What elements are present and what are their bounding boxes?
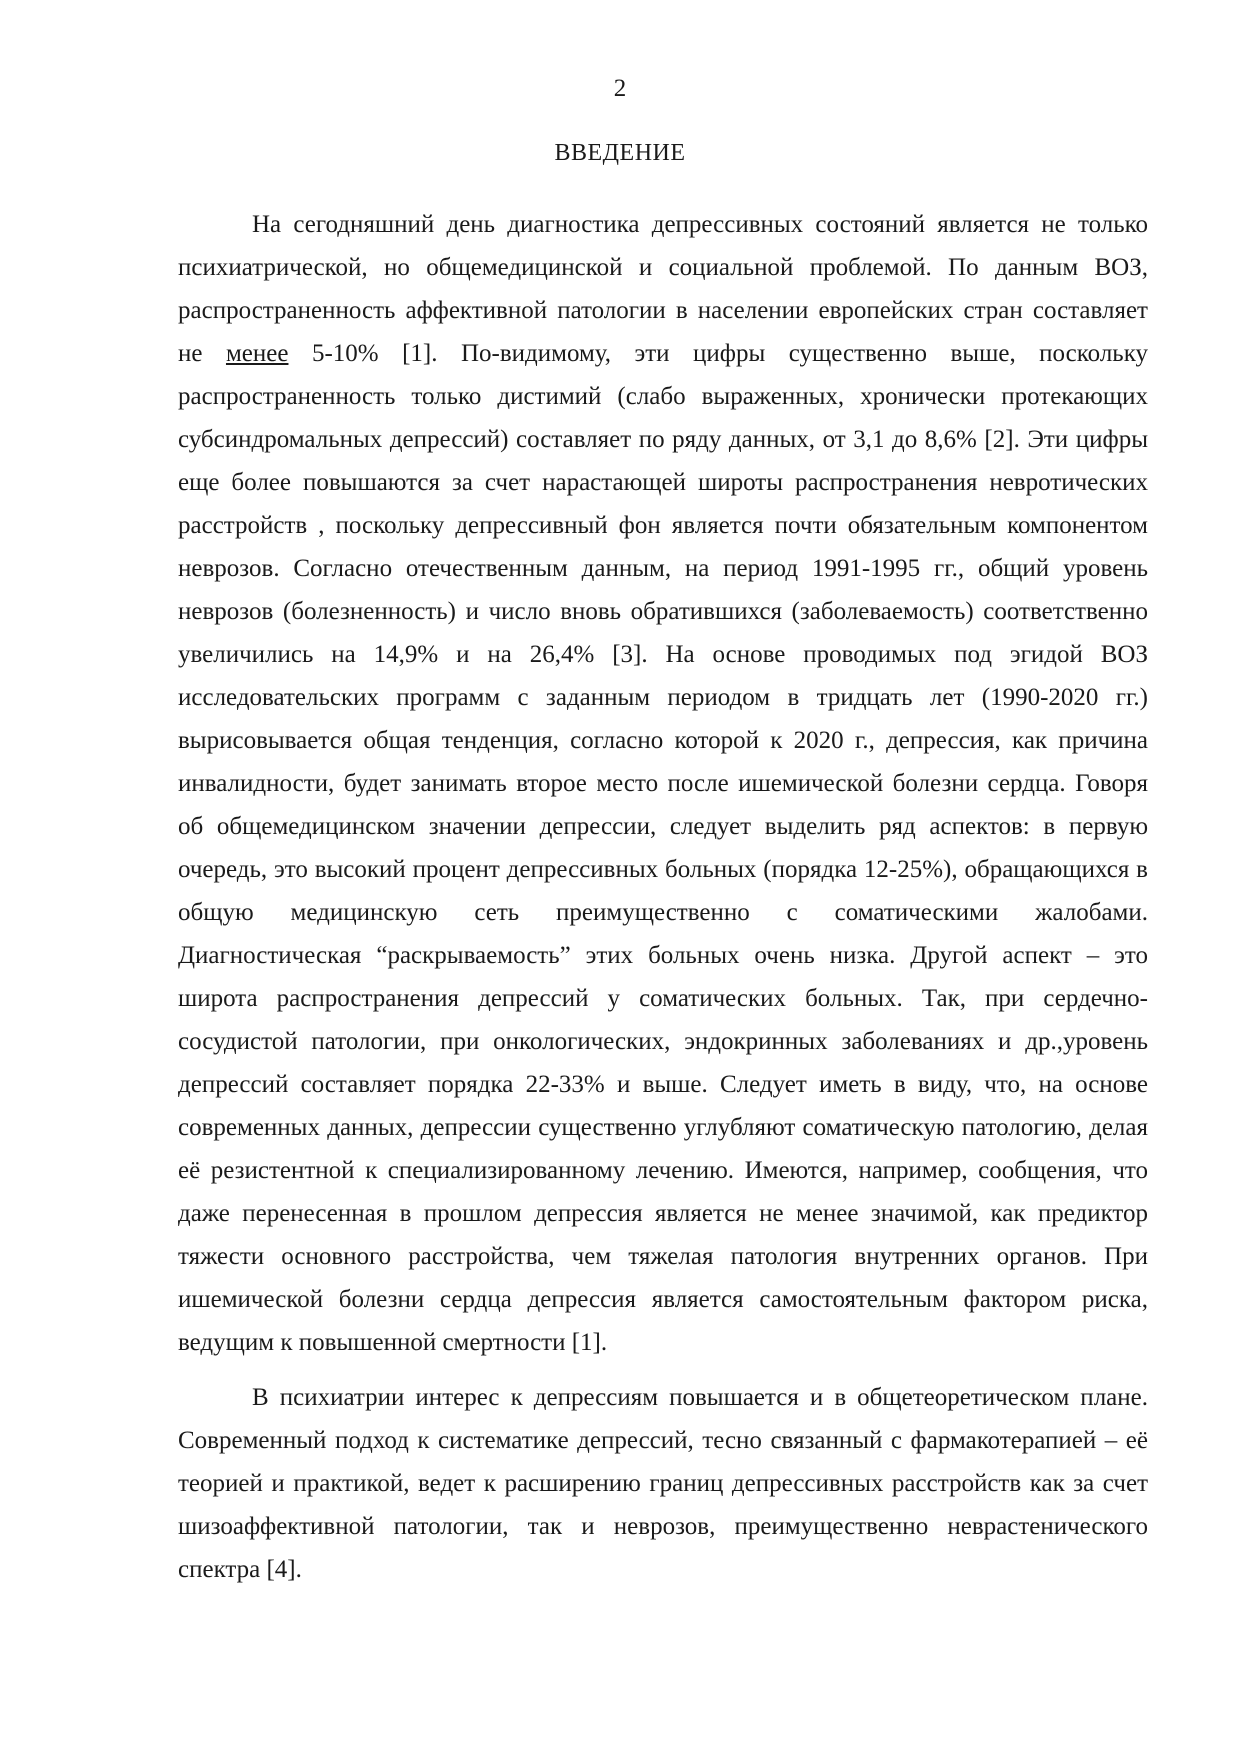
paragraph-1 (178, 203, 1148, 1364)
body-text (178, 203, 1148, 1603)
paragraph-1-text-end: 5-10% [1]. По-видимому, эти цифры существенно выше, поскольку распространенность только дистимий (слабо выраженных, хронически протекающих субсиндромальных депрессий) составляет по ряду данных, от 3,1 до 8,6% [2]. Эти цифры еще более повышаются за счет нарастающей широты распространения невротических расстройств , поскольку депрессивный фон является почти обязательным компонентом неврозов. Согласно отечественным данным, на период 1991-1995 гг., общий уровень неврозов (болезненность) и число вновь обратившихся (заболеваемость) соответственно увеличились на 14,9% и на 26,4% [3]. На основе проводимых под эгидой ВОЗ исследовательских программ с заданным периодом в тридцать лет (1990-2020 гг.) вырисовывается общая тенденция, согласно которой к 2020 г., депрессия, как причина инвалидности, будет занимать второе место после ишемической болезни сердца. Говоря об общемедицинском значении депрессии, следует выделить ряд аспектов: в первую очередь, это высокий процент депрессивных больных (порядка 12-25%), обращающихся в общую медицинскую сеть преимущественно с соматическими жалобами. Диагностическая “раскрываемость” этих больных очень низка. Другой аспект – это широта распространения депрессий у соматических больных. Так, при сердечно-сосудистой патологии, при онкологических, эндокринных заболеваниях и др.,уровень депрессий составляет порядка 22-33% и выше. Следует иметь в виду, что, на основе современных данных, депрессии существенно углубляют соматическую патологию, делая её резистентной к специализированному лечению. Имеются, например, сообщения, что даже перенесенная в прошлом депрессия является не менее значимой, как предиктор тяжести основного расстройства, чем тяжелая патология внутренних органов. При ишемической болезни сердца депрессия является самостоятельным фактором риска, ведущим к повышенной смертности [1]. (178, 340, 1148, 1356)
section-heading: ВВЕДЕНИЕ (554, 140, 686, 166)
underlined-word: менее (225, 340, 289, 367)
page-number: 2 (613, 75, 627, 102)
paragraph-2: В психиатрии интерес к депрессиям повышается и в общетеоретическом плане. Современный подход к систематике депрессий, тесно связанный с фармакотерапией – её теорией и практикой, ведет к расширению границ депрессивных расстройств как за счет шизоаффективной патологии, так и неврозов, преимущественно неврастенического спектра [4]. (178, 1384, 1148, 1583)
paragraph-1-text-start: На сегодняшний день диагностика депрессивных состояний является не только психиатрической, но общемедицинской и социальной проблемой. По данным ВОЗ, распространенность аффективной патологии в населении европейских стран составляет не (178, 211, 1148, 367)
